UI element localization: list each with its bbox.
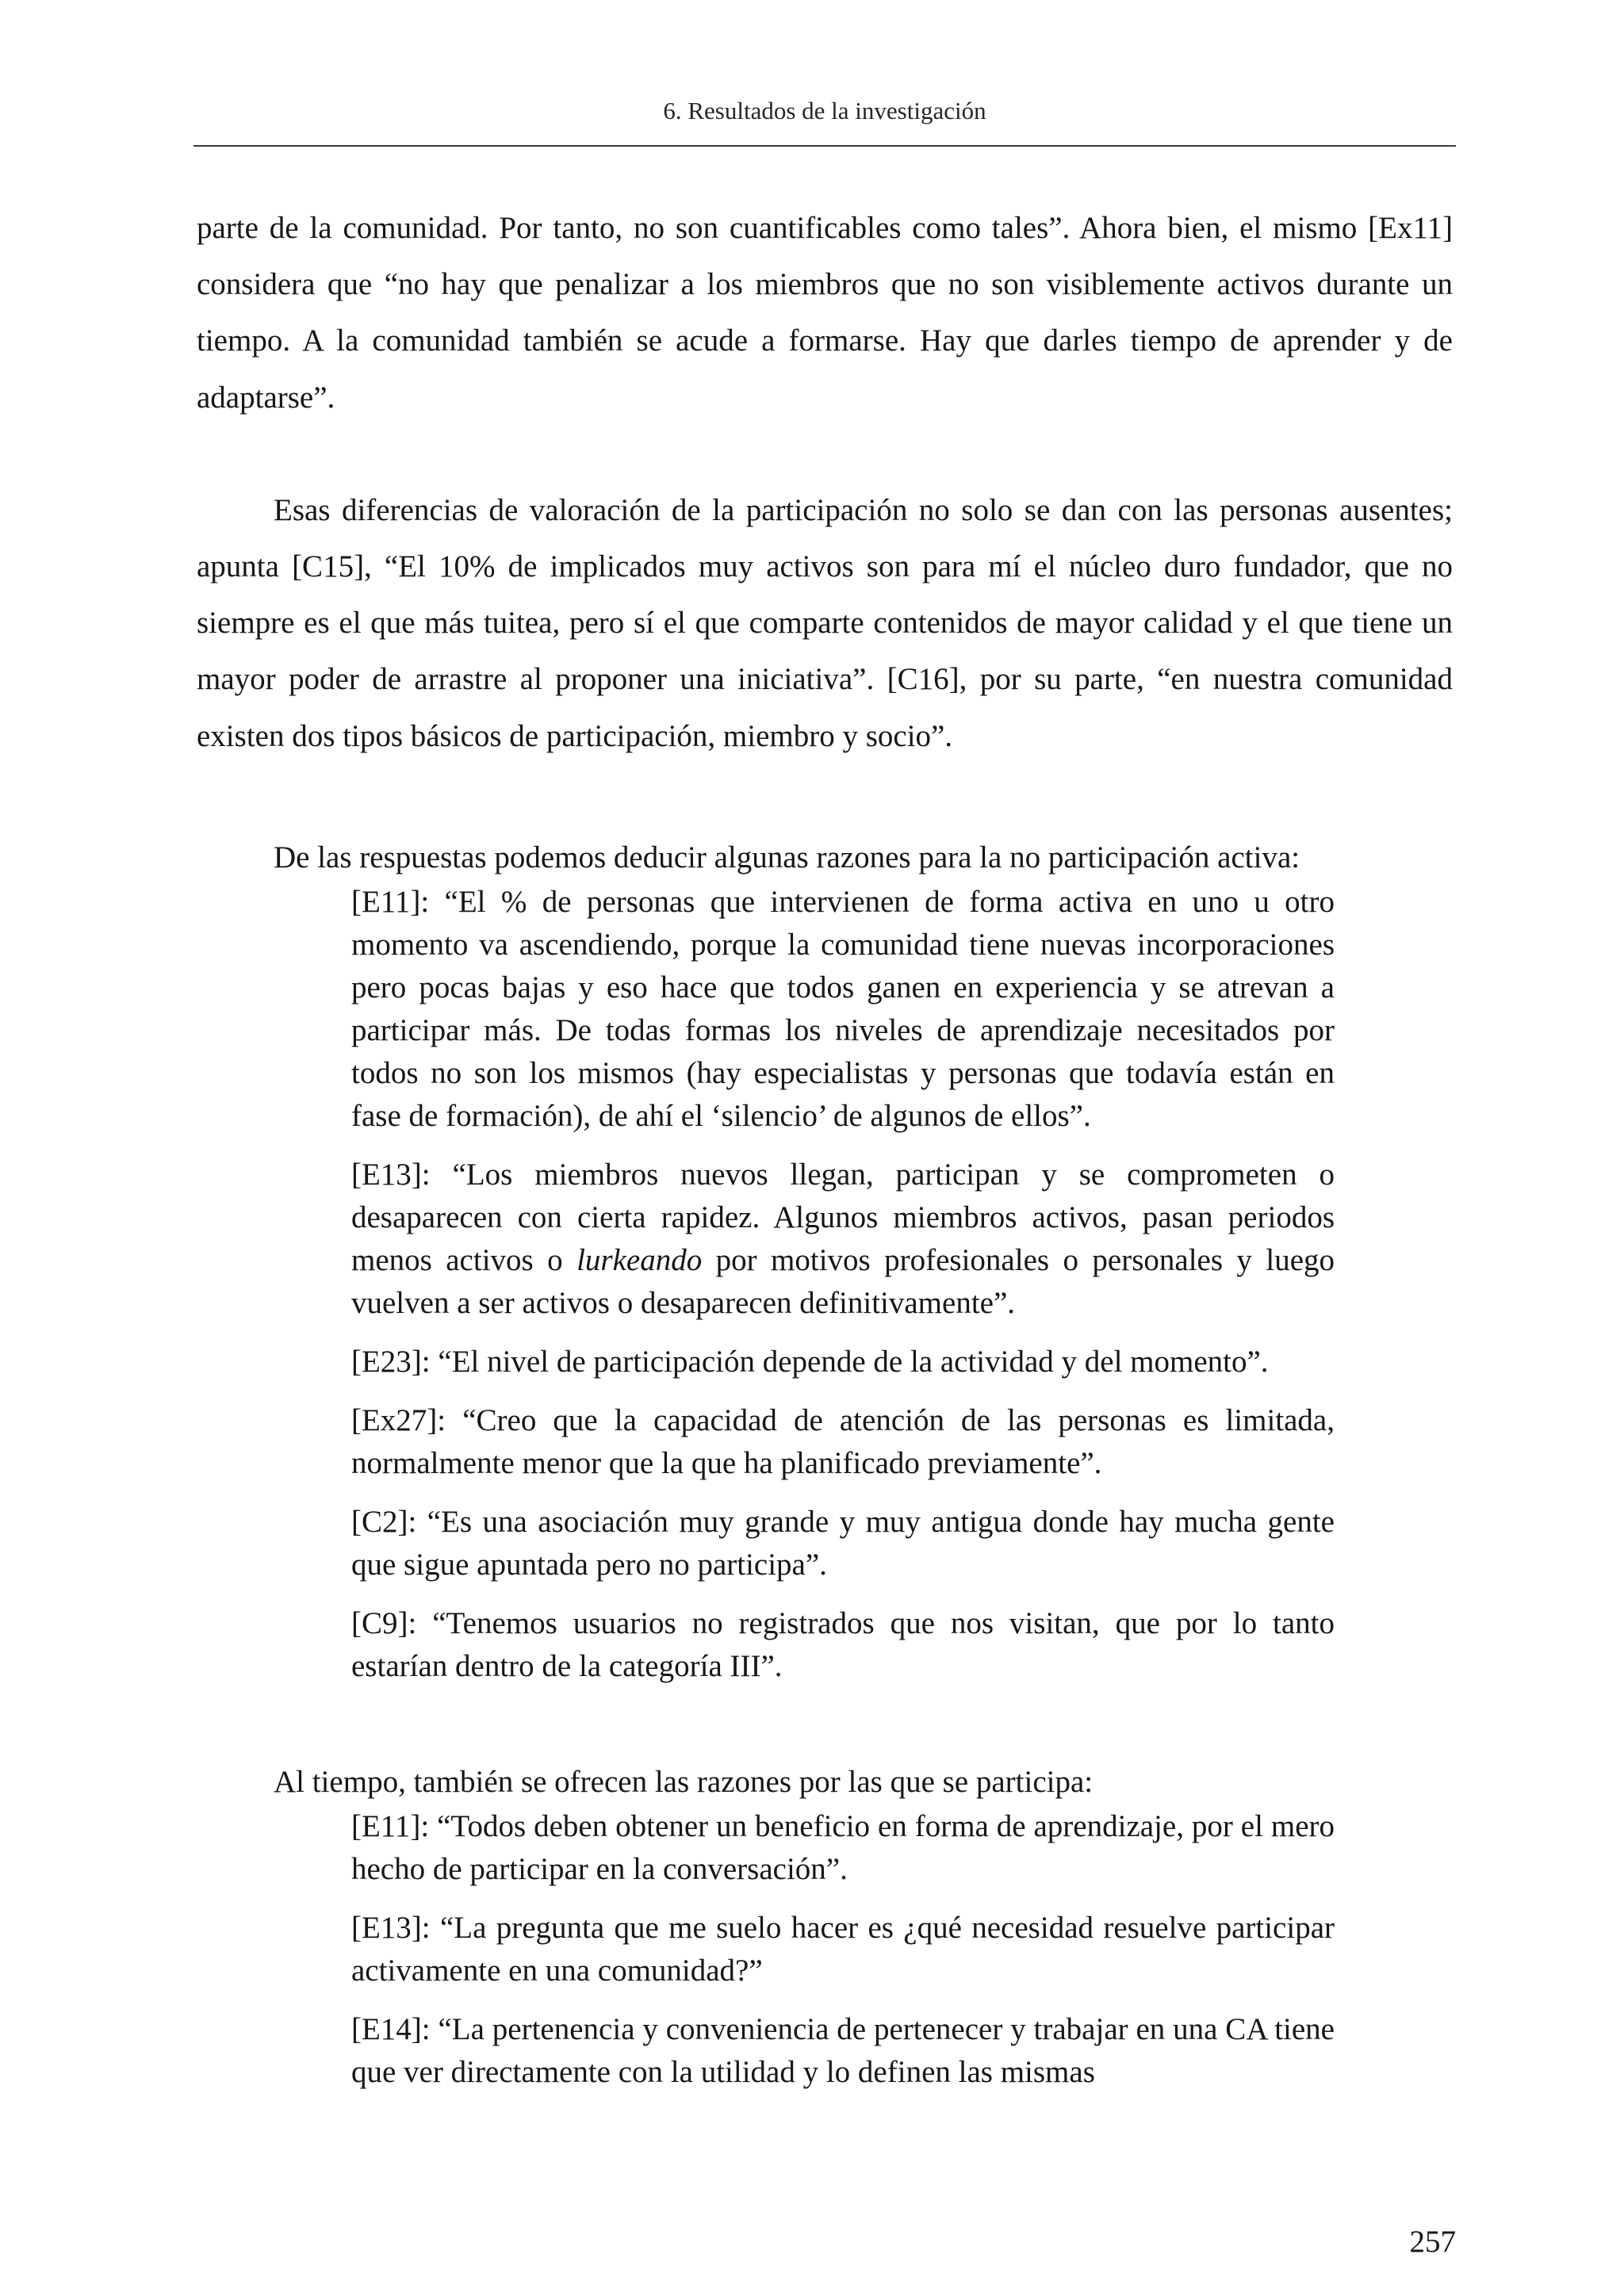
quote-ex27: [Ex27]: “Creo que la capacidad de atención de las personas es limitada, normalmente menor que la que ha planificado previamente”.	[351, 1402, 1335, 1480]
running-header: 6. Resultados de la investigación	[663, 97, 986, 124]
paragraph-continuation: parte de la comunidad. Por tanto, no son cuantificables como tales”. Ahora bien, el mismo [Ex11] considera que “no hay que penalizar a los miembros que no son visiblemente activos durante un tiempo. A la comunidad también se acude a formarse. Hay que darles tiempo de aprender y de adaptarse”.	[197, 211, 1453, 415]
quote-e13-emphasis: lurkeando	[576, 1242, 703, 1277]
quote-c2: [C2]: “Es una asociación muy grande y muy antigua donde hay mucha gente que sigue apuntada pero no participa”.	[351, 1504, 1335, 1582]
non-participation-section	[197, 836, 1453, 1688]
quote-e13-text-after: por motivos profesionales o personales y luego vuelven a ser activos o desaparecen definitivamente”.	[351, 1242, 1335, 1320]
body-text	[197, 200, 1453, 2094]
page-number: 257	[1409, 2225, 1456, 2259]
quote-e13-text-before: [E13]: “Los miembros nuevos llegan, participan y se comprometen o desaparecen con cierta rapidez. Algunos miembros activos, pasan periodos menos activos o	[351, 1157, 1335, 1277]
quote-e13-participation: [E13]: “La pregunta que me suelo hacer es ¿qué necesidad resuelve participar activamente en una comunidad?”	[351, 1910, 1335, 1988]
header-rule	[193, 145, 1456, 147]
non-participation-intro: De las respuestas podemos deducir algunas razones para la no participación activa:	[274, 840, 1300, 874]
quote-c9: [C9]: “Tenemos usuarios no registrados que nos visitan, que por lo tanto estarían dentro de la categoría III”.	[351, 1605, 1335, 1683]
participation-intro: Al tiempo, también se ofrecen las razones por las que se participa:	[274, 1764, 1094, 1799]
quote-e14: [E14]: “La pertenencia y conveniencia de pertenecer y trabajar en una CA tiene que ver directamente con la utilidad y lo definen las mismas	[351, 2011, 1335, 2089]
paragraph-valuation-differences: Esas diferencias de valoración de la participación no solo se dan con las personas ausentes; apunta [C15], “El 10% de implicados muy activos son para mí el núcleo duro fundador, que no siempre es el que más tuitea, pero sí el que comparte contenidos de mayor calidad y el que tiene un mayor poder de arrastre al proponer una iniciativa”. [C16], por su parte, “en nuestra comunidad existen dos tipos básicos de participación, miembro y socio”.	[197, 492, 1453, 753]
quote-e11-participation: [E11]: “Todos deben obtener un beneficio en forma de aprendizaje, por el mero hecho de participar en la conversación”.	[351, 1808, 1335, 1886]
quote-e13-non-participation	[351, 1154, 1335, 1325]
quote-e11-non-participation: [E11]: “El % de personas que intervienen de forma activa en uno u otro momento va ascendiendo, porque la comunidad tiene nuevas incorporaciones pero pocas bajas y eso hace que todos ganen en experiencia y se atrevan a participar más. De todas formas los niveles de aprendizaje necesitados por todos no son los mismos (hay especialistas y personas que todavía están en fase de formación), de ahí el ‘silencio’ de algunos de ellos”.	[351, 884, 1335, 1133]
participation-section	[197, 1761, 1453, 2094]
quote-e23: [E23]: “El nivel de participación depende de la actividad y del momento”.	[351, 1344, 1269, 1379]
